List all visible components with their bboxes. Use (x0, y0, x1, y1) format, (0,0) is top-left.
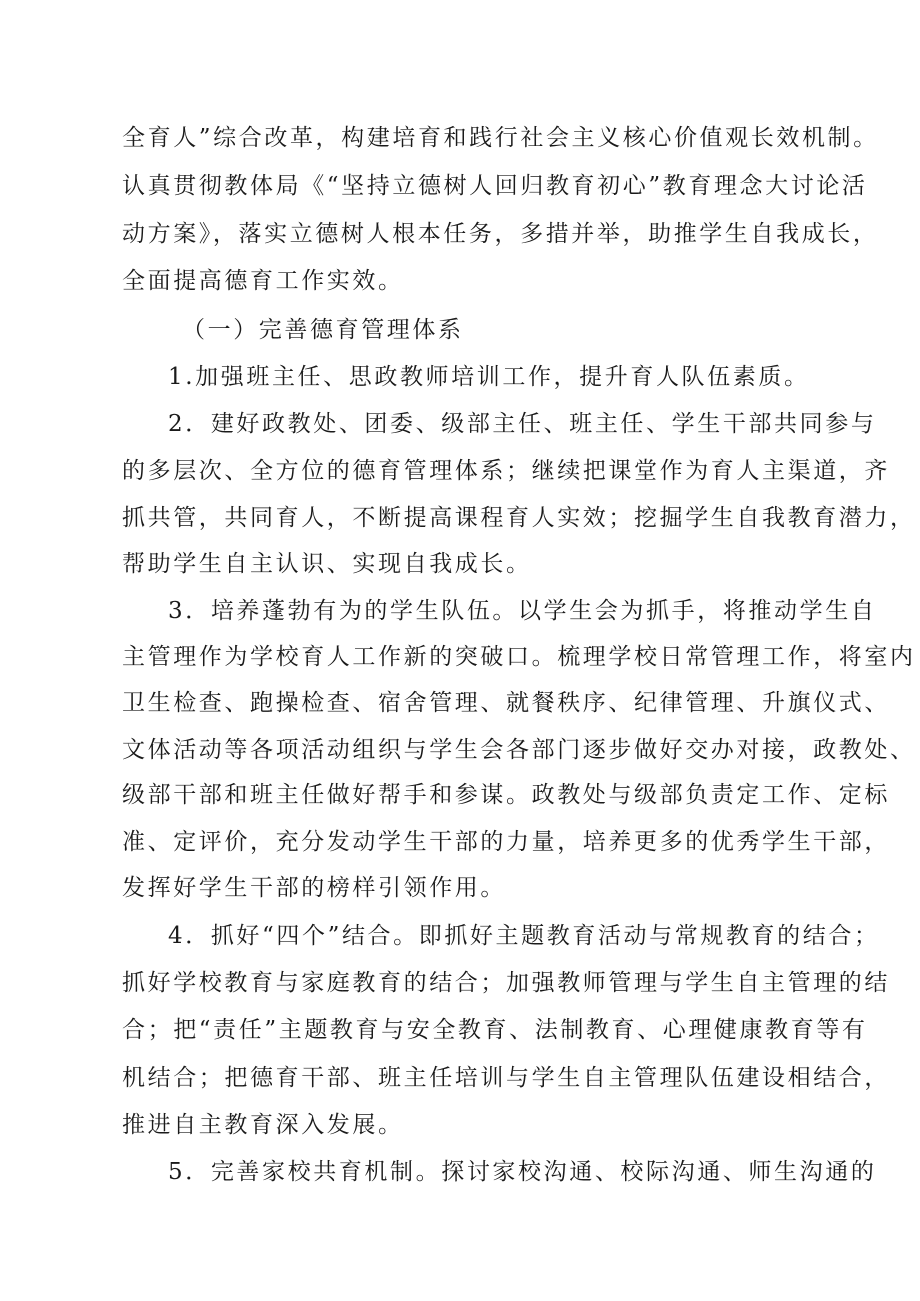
paragraph-line: 文体活动等各项活动组织与学生会各部门逐步做好交办对接，政教处、 (122, 737, 916, 763)
paragraph-line: 全育人”综合改革，构建培育和践行社会主义核心价值观长效机制。 (122, 125, 879, 151)
paragraph-line: 准、定评价，充分发动学生干部的力量，培养更多的优秀学生干部， (122, 829, 890, 855)
paragraph-line: 动方案》，落实立德树人根本任务，多措并举，助推学生自我成长， (122, 221, 879, 247)
paragraph-line: 发挥好学生干部的榜样引领作用。 (122, 875, 506, 901)
paragraph-line: 机结合；把德育干部、班主任培训与学生自主管理队伍建设相结合， (122, 1065, 890, 1091)
list-item-3: 3．培养蓬勃有为的学生队伍。以学生会为抓手，将推动学生自 (168, 598, 877, 624)
paragraph-line: 抓共管，共同育人，不断提高课程育人实效；挖掘学生自我教育潜力， (122, 505, 916, 531)
paragraph-line: 抓好学校教育与家庭教育的结合；加强教师管理与学生自主管理的结 (122, 970, 890, 996)
paragraph-line: 帮助学生自主认识、实现自我成长。 (122, 551, 532, 577)
section-heading: （一）完善德育管理体系 (182, 317, 464, 343)
paragraph-line: 推进自主教育深入发展。 (122, 1112, 404, 1138)
list-item-4: 4．抓好“四个”结合。即抓好主题教育活动与常规教育的结合； (168, 923, 880, 949)
list-item-5: 5．完善家校共育机制。探讨家校沟通、校际沟通、师生沟通的 (168, 1159, 877, 1185)
list-item-2: 2．建好政教处、团委、级部主任、班主任、学生干部共同参与 (168, 411, 877, 437)
paragraph-line: 合；把“责任”主题教育与安全教育、法制教育、心理健康教育等有 (122, 1017, 868, 1043)
paragraph-line: 级部干部和班主任做好帮手和参谋。政教处与级部负责定工作、定标 (122, 782, 890, 808)
list-item-1: 1.加强班主任、思政教师培训工作，提升育人队伍素质。 (168, 364, 810, 390)
paragraph-line: 的多层次、全方位的德育管理体系；继续把课堂作为育人主渠道，齐 (122, 458, 890, 484)
paragraph-line: 卫生检查、跑操检查、宿舍管理、就餐秩序、纪律管理、升旗仪式、 (122, 690, 890, 716)
paragraph-line: 全面提高德育工作实效。 (122, 268, 404, 294)
paragraph-line: 认真贯彻教体局《“坚持立德树人回归教育初心”教育理念大讨论活 (122, 173, 868, 199)
paragraph-line: 主管理作为学校育人工作新的突破口。梳理学校日常管理工作，将室内 (122, 644, 916, 670)
